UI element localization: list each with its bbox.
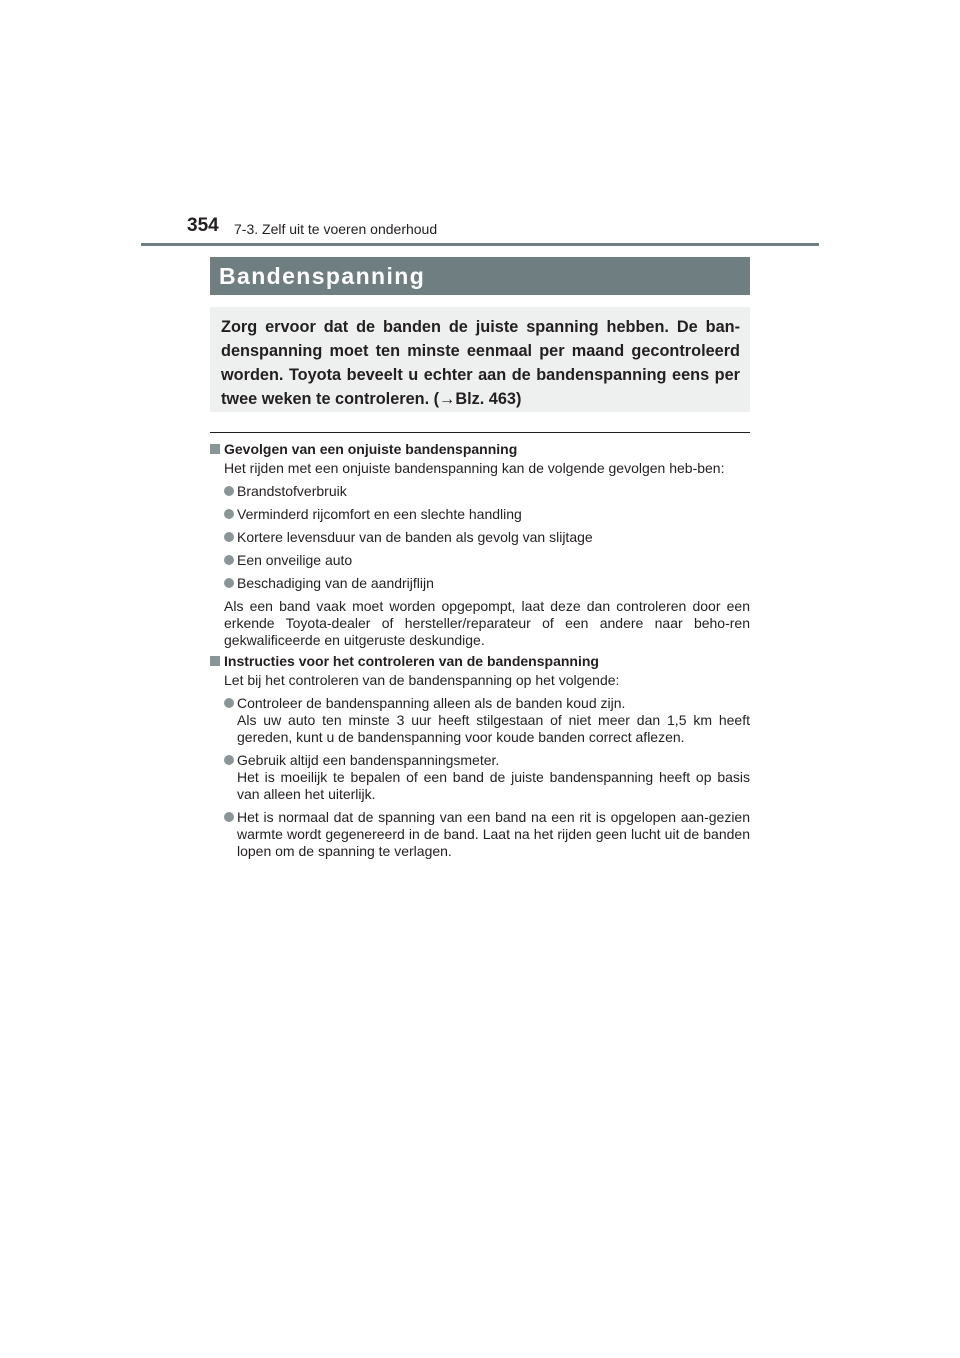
list-item — [224, 483, 750, 500]
paragraph: Het rijden met een onjuiste bandenspanning kan de volgende gevolgen heb-ben: — [224, 460, 725, 476]
header-rule — [141, 243, 819, 246]
list-item — [224, 809, 750, 860]
round-bullet-icon — [224, 698, 234, 708]
list-item-text: Beschadiging van de aandrijflijn — [237, 575, 434, 591]
intro-box — [210, 307, 750, 412]
list-item-text: Verminderd rijcomfort en een slechte handling — [237, 506, 522, 522]
square-bullet-icon — [210, 444, 220, 454]
list-item-text: Een onveilige auto — [237, 552, 353, 568]
round-bullet-icon — [224, 532, 234, 542]
page-title: Bandenspanning — [219, 262, 426, 289]
paragraph: Let bij het controleren van de bandenspanning op het volgende: — [224, 672, 620, 688]
list-item-text: Controleer de bandenspanning alleen als de banden koud zijn. — [237, 695, 626, 711]
list-item — [224, 575, 750, 592]
list-item-text: Brandstofverbruik — [237, 483, 347, 499]
list-item-detail: Als uw auto ten minste 3 uur heeft stilgestaan of niet meer dan 1,5 km heeft gereden, kunt u de bandenspanning voor koude banden correct aflezen. — [237, 712, 750, 745]
heading-text: Instructies voor het controleren van de bandenspanning — [224, 653, 599, 669]
page-number: 354 — [187, 215, 219, 236]
round-bullet-icon — [224, 578, 234, 588]
round-bullet-icon — [224, 555, 234, 565]
list-item — [224, 695, 750, 746]
list-item — [224, 752, 750, 803]
divider — [210, 432, 750, 433]
round-bullet-icon — [224, 509, 234, 519]
title-bar — [210, 257, 750, 295]
section-heading-instructions — [210, 653, 750, 670]
list-item — [224, 529, 750, 546]
section-reference: 7-3. Zelf uit te voeren onderhoud — [234, 221, 438, 237]
list-item-text: Het is normaal dat de spanning van een band na een rit is opgelopen aan-gezien warmte wordt gegenereerd in de band. Laat na het rijden geen lucht uit de banden lopen om de spanning te verlagen. — [237, 809, 750, 859]
content — [210, 441, 750, 860]
paragraph: Als een band vaak moet worden opgepompt, laat deze dan controleren door een erkende Toyota-dealer of hersteller/reparateur of een andere naar beho-ren gekwalificeerde en uitgeruste deskundige. — [224, 598, 750, 648]
list-item — [224, 506, 750, 523]
round-bullet-icon — [224, 812, 234, 822]
section-heading-consequences — [210, 441, 750, 458]
list-item-text: Gebruik altijd een bandenspanningsmeter. — [237, 752, 500, 768]
intro-text: Zorg ervoor dat de banden de juiste spanning hebben. De ban-denspanning moet ten minste eenmaal per maand gecontroleerd worden. Toyota beveelt u echter aan de bandenspanning eens per twee weken te controleren. (→Blz. 463) — [221, 318, 740, 408]
list-item-text: Kortere levensduur van de banden als gevolg van slijtage — [237, 529, 593, 545]
square-bullet-icon — [210, 656, 220, 666]
list-item-detail: Het is moeilijk te bepalen of een band de juiste bandenspanning heeft op basis van alleen het uiterlijk. — [237, 769, 750, 802]
round-bullet-icon — [224, 755, 234, 765]
list-item — [224, 552, 750, 569]
heading-text: Gevolgen van een onjuiste bandenspanning — [224, 441, 518, 457]
round-bullet-icon — [224, 486, 234, 496]
